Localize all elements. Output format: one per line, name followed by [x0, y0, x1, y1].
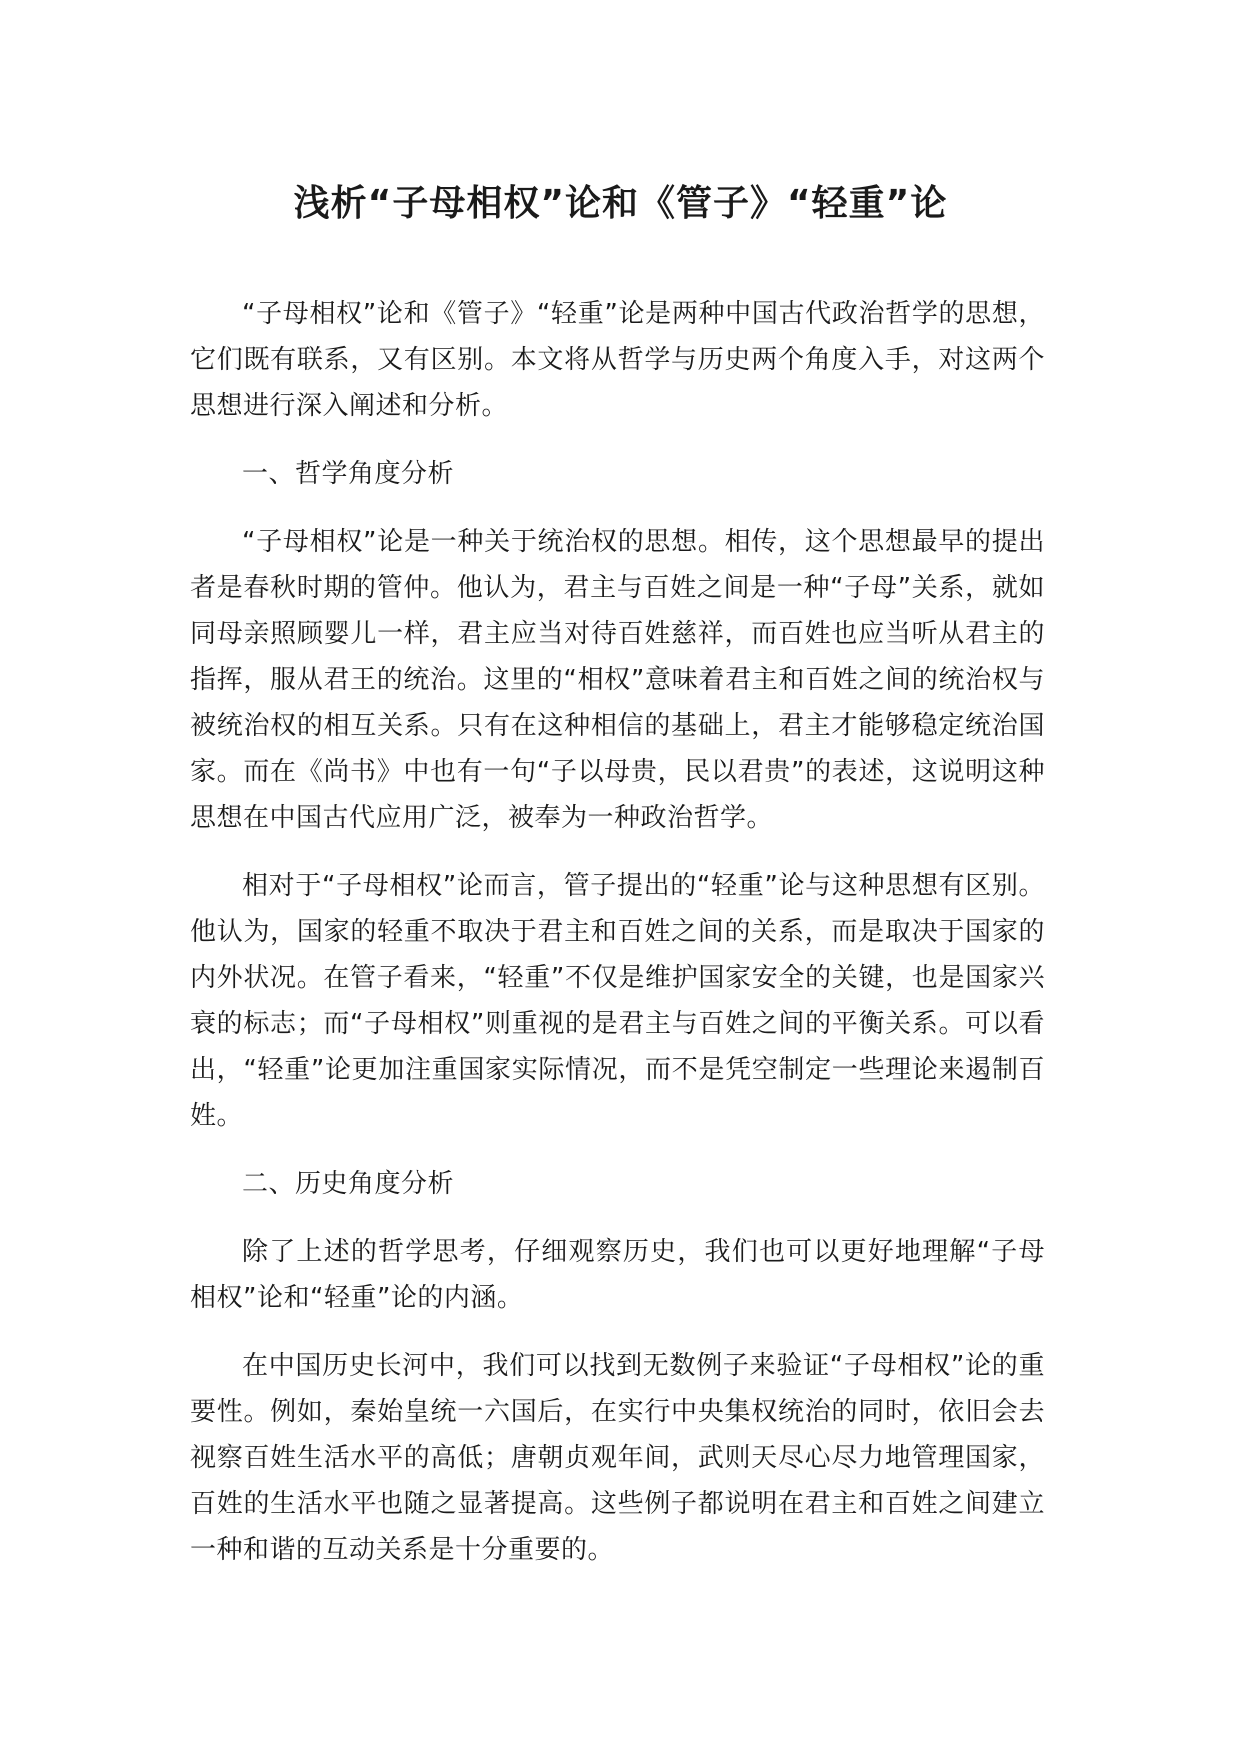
section2-paragraph: 除了上述的哲学思考，仔细观察历史，我们也可以更好地理解“子母相权”论和“轻重”论的内涵。	[190, 1237, 1045, 1313]
document-title: 浅析“子母相权”论和《管子》“轻重”论	[293, 183, 948, 224]
intro-paragraph: “子母相权”论和《管子》“轻重”论是两种中国古代政治哲学的思想，它们既有联系，又有区别。本文将从哲学与历史两个角度入手，对这两个思想进行深入阐述和分析。	[190, 299, 1045, 421]
section-heading-history: 二、历史角度分析	[242, 1169, 455, 1199]
section1-paragraph: “子母相权”论是一种关于统治权的思想。相传，这个思想最早的提出者是春秋时期的管仲。他认为，君主与百姓之间是一种“子母”关系，就如同母亲照顾婴儿一样，君主应当对待百姓慈祥，而百姓也应当听从君主的指挥，服从君王的统治。这里的“相权”意味着君主和百姓之间的统治权与被统治权的相互关系。只有在这种相信的基础上，君主才能够稳定统治国家。而在《尚书》中也有一句“子以母贵，民以君贵”的表述，这说明这种思想在中国古代应用广泛，被奉为一种政治哲学。	[190, 527, 1045, 833]
section2-paragraph: 在中国历史长河中，我们可以找到无数例子来验证“子母相权”论的重要性。例如，秦始皇统一六国后，在实行中央集权统治的同时，依旧会去视察百姓生活水平的高低；唐朝贞观年间，武则天尽心尽力地管理国家，百姓的生活水平也随之显著提高。这些例子都说明在君主和百姓之间建立一种和谐的互动关系是十分重要的。	[190, 1351, 1045, 1565]
section1-paragraph: 相对于“子母相权”论而言，管子提出的“轻重”论与这种思想有区别。他认为，国家的轻重不取决于君主和百姓之间的关系，而是取决于国家的内外状况。在管子看来，“轻重”不仅是维护国家安全的关键，也是国家兴衰的标志；而“子母相权”则重视的是君主与百姓之间的平衡关系。可以看出，“轻重”论更加注重国家实际情况，而不是凭空制定一些理论来遏制百姓。	[190, 871, 1045, 1131]
document-body	[190, 291, 1045, 1595]
section-heading-philosophy: 一、哲学角度分析	[242, 459, 455, 489]
